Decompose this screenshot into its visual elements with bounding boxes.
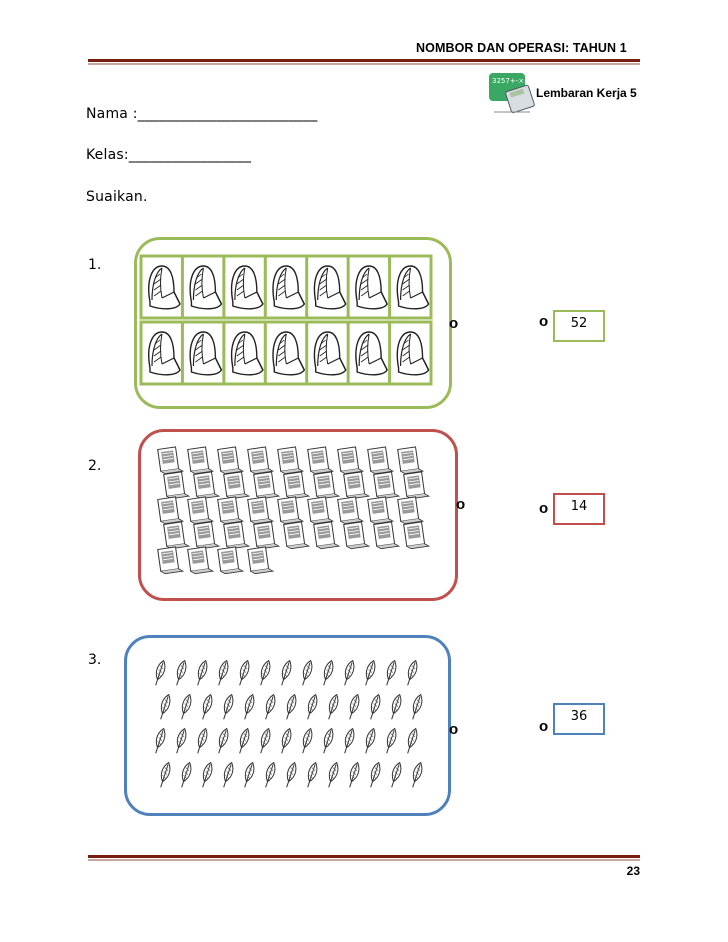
book-icon — [188, 446, 213, 474]
question-3-answer-box — [553, 703, 605, 735]
footer-rule — [88, 855, 640, 861]
leaf-icon — [283, 761, 298, 788]
leaf-icon — [152, 727, 167, 754]
leaf-icon — [409, 761, 424, 788]
book-icon — [284, 471, 309, 499]
leaf-icon — [215, 659, 230, 686]
question-1-number: 1. — [88, 257, 102, 273]
worksheet-label: Lembaran Kerja 5 — [536, 86, 637, 100]
book-icon — [374, 471, 399, 499]
leaf-icon — [404, 727, 419, 754]
book-icon — [284, 521, 309, 549]
book-icon — [188, 496, 213, 524]
cap-icon — [190, 266, 221, 309]
leaf-icon — [325, 761, 340, 788]
leaf-icon — [409, 693, 424, 720]
question-3-dot-right[interactable]: o — [539, 718, 549, 735]
book-icon — [338, 496, 363, 524]
book-icon — [398, 496, 423, 524]
leaf-icon — [320, 727, 335, 754]
question-2-answer-box — [553, 493, 605, 525]
leaf-icon — [278, 727, 293, 754]
leaf-icon — [388, 761, 403, 788]
leaf-icon — [325, 693, 340, 720]
book-icon — [248, 496, 273, 524]
leaf-icon — [157, 693, 172, 720]
leaf-icon — [404, 659, 419, 686]
book-grid — [141, 432, 455, 598]
leaf-icon — [241, 761, 256, 788]
leaf-icon — [383, 659, 398, 686]
leaf-icon — [283, 693, 298, 720]
cap-icon — [356, 266, 387, 309]
leaf-icon — [304, 693, 319, 720]
book-icon — [404, 521, 429, 549]
question-3-answer: 36 — [570, 709, 588, 724]
book-icon — [158, 546, 183, 574]
book-icon — [368, 446, 393, 474]
book-icon — [194, 521, 219, 549]
question-2-dot-left[interactable]: o — [456, 496, 466, 513]
leaf-icon — [388, 693, 403, 720]
book-icon — [404, 471, 429, 499]
leaf-icon — [262, 693, 277, 720]
leaf-icon — [241, 693, 256, 720]
leaf-icon — [383, 727, 398, 754]
leaf-icon — [194, 727, 209, 754]
leaf-icon — [236, 659, 251, 686]
book-icon — [188, 546, 213, 574]
leaf-icon — [278, 659, 293, 686]
leaf-icon — [173, 727, 188, 754]
book-icon — [314, 471, 339, 499]
leaf-icon — [152, 659, 167, 686]
leaf-icon — [346, 693, 361, 720]
question-2-answer: 14 — [570, 499, 588, 514]
leaf-icon — [304, 761, 319, 788]
cap-icon — [314, 266, 345, 309]
leaf-icon — [220, 761, 235, 788]
question-1-dot-left[interactable]: o — [449, 315, 459, 332]
leaf-icon — [362, 659, 377, 686]
leaf-icon — [178, 761, 193, 788]
leaf-icon — [367, 693, 382, 720]
book-icon — [158, 446, 183, 474]
book-icon — [278, 496, 303, 524]
leaf-icon — [257, 727, 272, 754]
cap-icon — [397, 332, 428, 375]
leaf-icon — [173, 659, 188, 686]
book-icon — [344, 471, 369, 499]
leaf-icon — [199, 693, 214, 720]
calculator-logo-icon — [488, 72, 538, 116]
logo-text: 3257+-×÷ — [492, 77, 530, 85]
book-icon — [398, 446, 423, 474]
leaf-icon — [236, 727, 251, 754]
question-2-number: 2. — [88, 458, 102, 474]
cap-icon — [273, 332, 304, 375]
leaf-icon — [299, 727, 314, 754]
book-icon — [308, 446, 333, 474]
book-icon — [158, 496, 183, 524]
book-icon — [344, 521, 369, 549]
book-icon — [218, 546, 243, 574]
cap-icon — [397, 266, 428, 309]
leaf-icon — [362, 727, 377, 754]
book-icon — [374, 521, 399, 549]
leaf-grid — [127, 638, 448, 813]
book-icon — [254, 521, 279, 549]
leaf-icon — [367, 761, 382, 788]
leaf-icon — [346, 761, 361, 788]
book-icon — [278, 446, 303, 474]
cap-icon — [149, 332, 180, 375]
leaf-icon — [320, 659, 335, 686]
leaf-icon — [341, 727, 356, 754]
cap-icon — [149, 266, 180, 309]
question-2-group — [138, 429, 458, 601]
question-3-group — [124, 635, 451, 816]
book-icon — [218, 446, 243, 474]
question-2-dot-right[interactable]: o — [539, 500, 549, 517]
book-icon — [308, 496, 333, 524]
worksheet-header-title: NOMBOR DAN OPERASI: TAHUN 1 — [416, 41, 627, 55]
cap-grid — [137, 240, 449, 406]
question-3-number: 3. — [88, 652, 102, 668]
question-1-dot-right[interactable]: o — [539, 313, 549, 330]
cap-icon — [232, 332, 263, 375]
cap-icon — [232, 266, 263, 309]
page-number: 23 — [626, 864, 640, 878]
cap-icon — [314, 332, 345, 375]
book-icon — [338, 446, 363, 474]
name-field-label: Nama :_________________________ — [86, 106, 318, 122]
cap-icon — [190, 332, 221, 375]
leaf-icon — [215, 727, 230, 754]
question-1-answer-box — [553, 310, 605, 342]
book-icon — [224, 521, 249, 549]
instruction-text: Suaikan. — [86, 189, 148, 205]
class-field-label: Kelas:_________________ — [86, 147, 252, 163]
book-icon — [194, 471, 219, 499]
question-1-group — [134, 237, 452, 409]
leaf-icon — [199, 761, 214, 788]
book-icon — [248, 446, 273, 474]
leaf-icon — [220, 693, 235, 720]
book-icon — [164, 521, 189, 549]
leaf-icon — [299, 659, 314, 686]
leaf-icon — [157, 761, 172, 788]
question-3-dot-left[interactable]: o — [449, 721, 459, 738]
cap-icon — [356, 332, 387, 375]
question-1-answer: 52 — [570, 316, 588, 331]
book-icon — [254, 471, 279, 499]
book-icon — [224, 471, 249, 499]
cap-icon — [273, 266, 304, 309]
leaf-icon — [257, 659, 272, 686]
book-icon — [218, 496, 243, 524]
header-rule — [88, 59, 640, 65]
book-icon — [314, 521, 339, 549]
leaf-icon — [262, 761, 277, 788]
book-icon — [368, 496, 393, 524]
leaf-icon — [194, 659, 209, 686]
leaf-icon — [341, 659, 356, 686]
book-icon — [248, 546, 273, 574]
book-icon — [164, 471, 189, 499]
leaf-icon — [178, 693, 193, 720]
